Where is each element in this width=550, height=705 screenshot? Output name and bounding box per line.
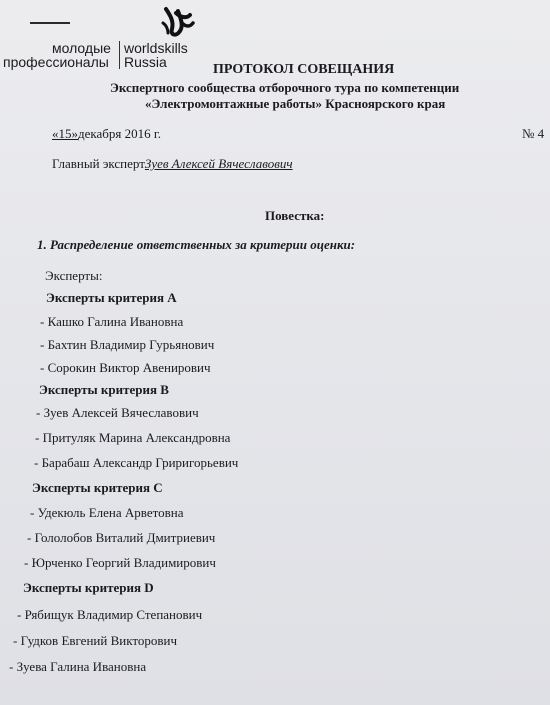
- expert-list-item: - Гудков Евгений Викторович: [13, 633, 177, 648]
- protocol-title: ПРОТОКОЛ СОВЕЩАНИЯ: [213, 62, 395, 77]
- date-month-year: декабря 2016 г.: [78, 126, 161, 141]
- chief-expert-label: Главный эксперт: [52, 156, 145, 171]
- protocol-subtitle-2: «Электромонтажные работы» Красноярского края: [145, 96, 446, 111]
- logo-text-worldskills: worldskills: [124, 40, 188, 56]
- expert-list-item: - Барабаш Александр Гриригорьевич: [34, 455, 239, 470]
- worldskills-logo-icon: [160, 5, 196, 39]
- protocol-subtitle-1: Экспертного сообщества отборочного тура по компетенции: [110, 80, 460, 95]
- criterion-b-heading: Эксперты критерия В: [39, 382, 169, 397]
- logo-divider: [119, 41, 120, 69]
- date-day: «15»: [52, 126, 78, 141]
- criterion-c-heading: Эксперты критерия С: [32, 480, 163, 495]
- logo-text-russia: Russia: [124, 54, 167, 70]
- logo-text-professionals: профессионалы: [3, 54, 109, 70]
- chief-expert-name: Зуев Алексей Вячеславович: [144, 156, 293, 171]
- logo-text-young: молодые: [52, 40, 111, 56]
- expert-list-item: - Кашко Галина Ивановна: [40, 314, 184, 329]
- experts-label: Эксперты:: [45, 268, 103, 283]
- agenda-item-1: 1. Распределение ответственных за критерии оценки:: [37, 237, 356, 252]
- expert-list-item: - Притуляк Марина Александровна: [35, 430, 231, 445]
- chief-expert: [52, 156, 293, 172]
- expert-list-item: - Рябищук Владимир Степанович: [17, 607, 203, 622]
- expert-list-item: - Юрченко Георгий Владимирович: [24, 555, 216, 570]
- protocol-number: № 4: [522, 126, 545, 141]
- protocol-date: [52, 126, 161, 142]
- expert-list-item: - Гололобов Виталий Дмитриевич: [27, 530, 216, 545]
- pen-mark: [30, 22, 70, 24]
- expert-list-item: - Удекюль Елена Арветовна: [30, 505, 184, 520]
- agenda-heading: Повестка:: [265, 208, 325, 223]
- expert-list-item: - Бахтин Владимир Гурьянович: [40, 337, 215, 352]
- criterion-a-heading: Эксперты критерия А: [46, 290, 177, 305]
- expert-list-item: - Зуева Галина Ивановна: [9, 659, 147, 674]
- expert-list-item: - Зуев Алексей Вячеславович: [36, 405, 199, 420]
- expert-list-item: - Сорокин Виктор Авенирович: [40, 360, 211, 375]
- criterion-d-heading: Эксперты критерия D: [23, 580, 154, 595]
